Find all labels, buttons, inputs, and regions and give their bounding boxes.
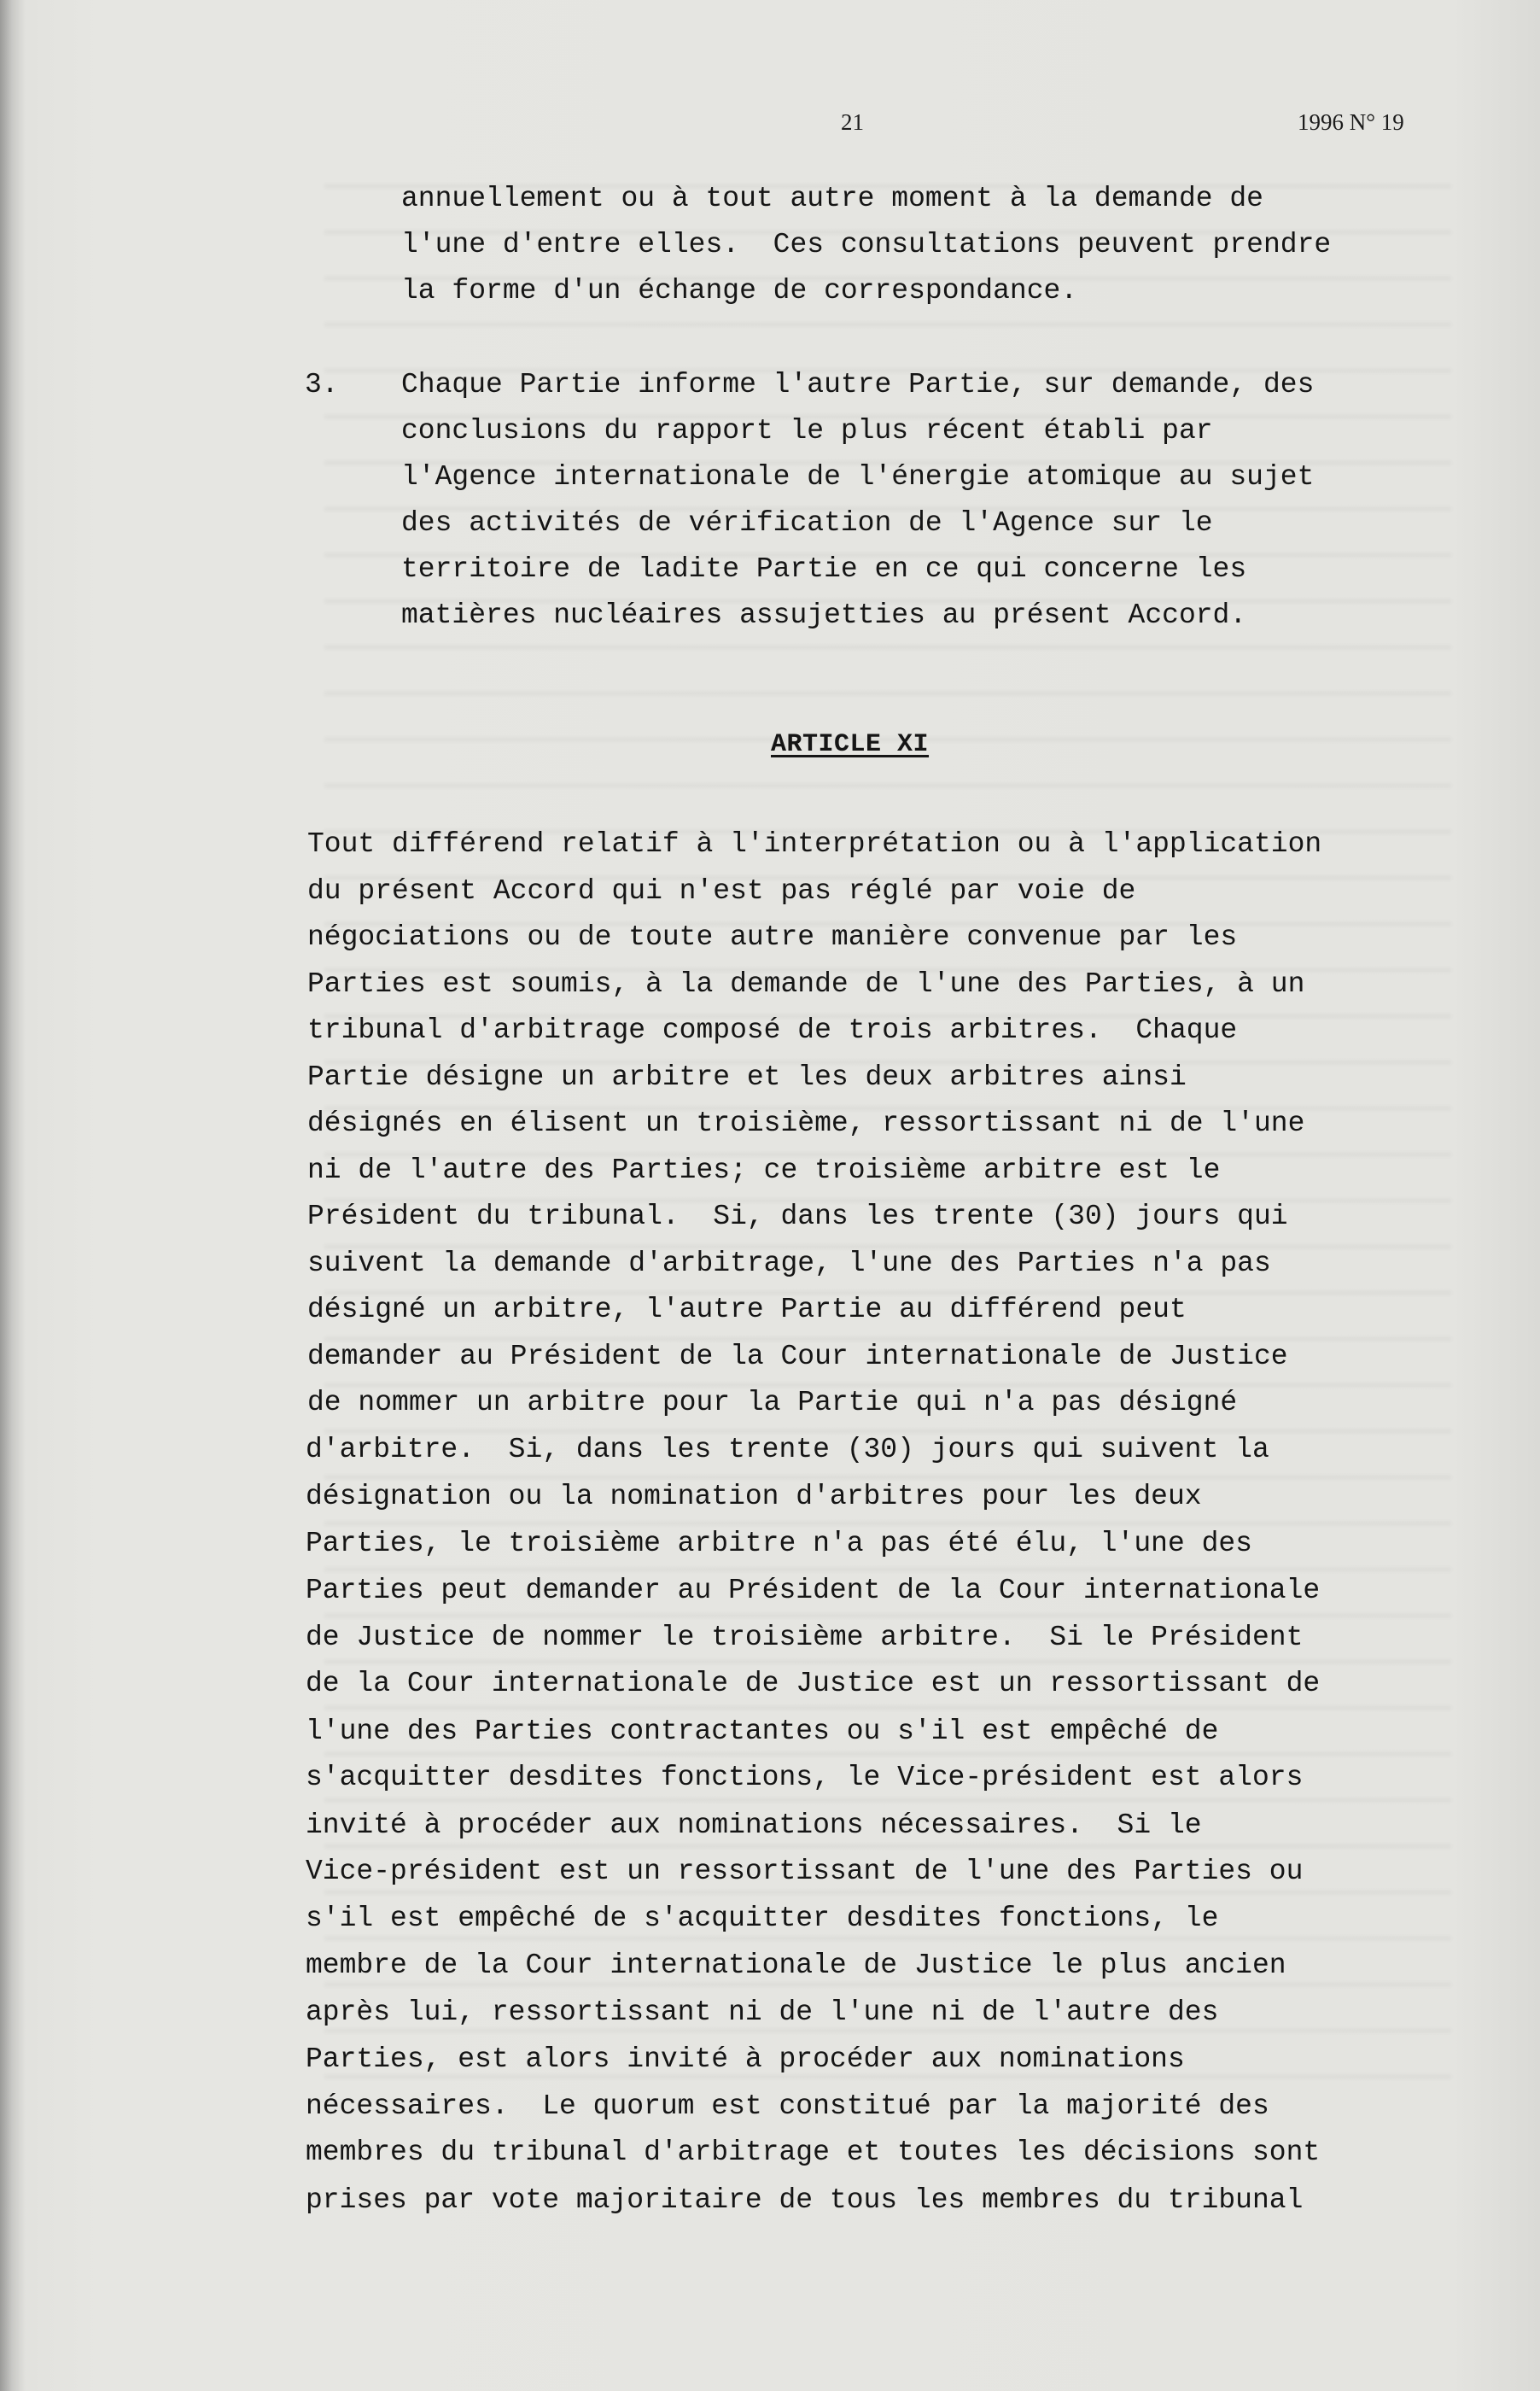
- text-line: tribunal d'arbitrage composé de trois arbitres. Chaque: [307, 1014, 1238, 1046]
- text-line: la forme d'un échange de correspondance.: [401, 275, 1078, 307]
- text-line: du présent Accord qui n'est pas réglé par voie de: [307, 874, 1136, 907]
- text-line: de la Cour internationale de Justice est un ressortissant de: [306, 1668, 1321, 1699]
- text-line: nécessaires. Le quorum est constitué par la majorité des: [306, 2090, 1269, 2122]
- text-line: négociations ou de toute autre manière convenue par les: [307, 921, 1238, 953]
- article-heading: ARTICLE XI: [771, 730, 930, 759]
- text-line: Vice-président est un ressortissant de l'une des Parties ou: [306, 1856, 1304, 1887]
- text-line: matières nucléaires assujetties au présent Accord.: [401, 599, 1247, 631]
- text-line: Parties est soumis, à la demande de l'une des Parties, à un: [307, 968, 1305, 1000]
- text-line: après lui, ressortissant ni de l'une ni de l'autre des: [306, 1996, 1219, 2028]
- page-number: 21: [841, 109, 864, 135]
- text-line: Président du tribunal. Si, dans les trente (30) jours qui: [307, 1201, 1288, 1232]
- document-reference: 1996 N° 19: [1298, 109, 1404, 135]
- text-line: demander au Président de la Cour internationale de Justice: [307, 1340, 1288, 1372]
- text-line: membre de la Cour internationale de Justice le plus ancien: [306, 1950, 1286, 1981]
- text-line: prises par vote majoritaire de tous les membres du tribunal: [306, 2183, 1304, 2216]
- text-line: s'acquitter desdites fonctions, le Vice-président est alors: [306, 1762, 1304, 1793]
- text-line: de Justice de nommer le troisième arbitre. Si le Président: [306, 1621, 1304, 1653]
- text-line: l'une des Parties contractantes ou s'il est empêché de: [306, 1715, 1219, 1747]
- text-line: l'une d'entre elles. Ces consultations peuvent prendre: [401, 229, 1332, 260]
- text-line: des activités de vérification de l'Agence sur le: [401, 507, 1213, 539]
- text-line: membres du tribunal d'arbitrage et toutes les décisions sont: [306, 2137, 1321, 2168]
- text-line: ni de l'autre des Parties; ce troisième arbitre est le: [307, 1154, 1221, 1186]
- text-line: Partie désigne un arbitre et les deux arbitres ainsi: [307, 1061, 1187, 1093]
- text-line: Parties, est alors invité à procéder aux nominations: [306, 2043, 1185, 2075]
- text-line: Tout différend relatif à l'interprétation ou à l'application: [307, 828, 1322, 860]
- text-line: l'Agence internationale de l'énergie atomique au sujet: [401, 461, 1315, 493]
- text-line: annuellement ou à tout autre moment à la demande de: [401, 183, 1263, 214]
- paragraph-number: 3.: [305, 369, 339, 400]
- text-line: Chaque Partie informe l'autre Partie, sur demande, des: [401, 369, 1315, 400]
- text-line: conclusions du rapport le plus récent établi par: [401, 415, 1213, 447]
- text-line: d'arbitre. Si, dans les trente (30) jours qui suivent la: [306, 1433, 1269, 1465]
- text-line: de nommer un arbitre pour la Partie qui n'a pas désigné: [307, 1387, 1238, 1418]
- text-line: suivent la demande d'arbitrage, l'une des Parties n'a pas: [307, 1247, 1271, 1279]
- text-line: s'il est empêché de s'acquitter desdites fonctions, le: [306, 1902, 1219, 1934]
- text-line: Parties peut demander au Président de la Cour internationale: [306, 1575, 1321, 1606]
- text-line: désigné un arbitre, l'autre Partie au différend peut: [307, 1294, 1187, 1325]
- text-line: invité à procéder aux nominations nécessaires. Si le: [306, 1809, 1202, 1841]
- text-line: désignation ou la nomination d'arbitres pour les deux: [306, 1481, 1202, 1512]
- text-line: territoire de ladite Partie en ce qui concerne les: [401, 553, 1247, 585]
- text-line: Parties, le troisième arbitre n'a pas été élu, l'une des: [306, 1527, 1252, 1559]
- text-line: désignés en élisent un troisième, ressortissant ni de l'une: [307, 1108, 1305, 1139]
